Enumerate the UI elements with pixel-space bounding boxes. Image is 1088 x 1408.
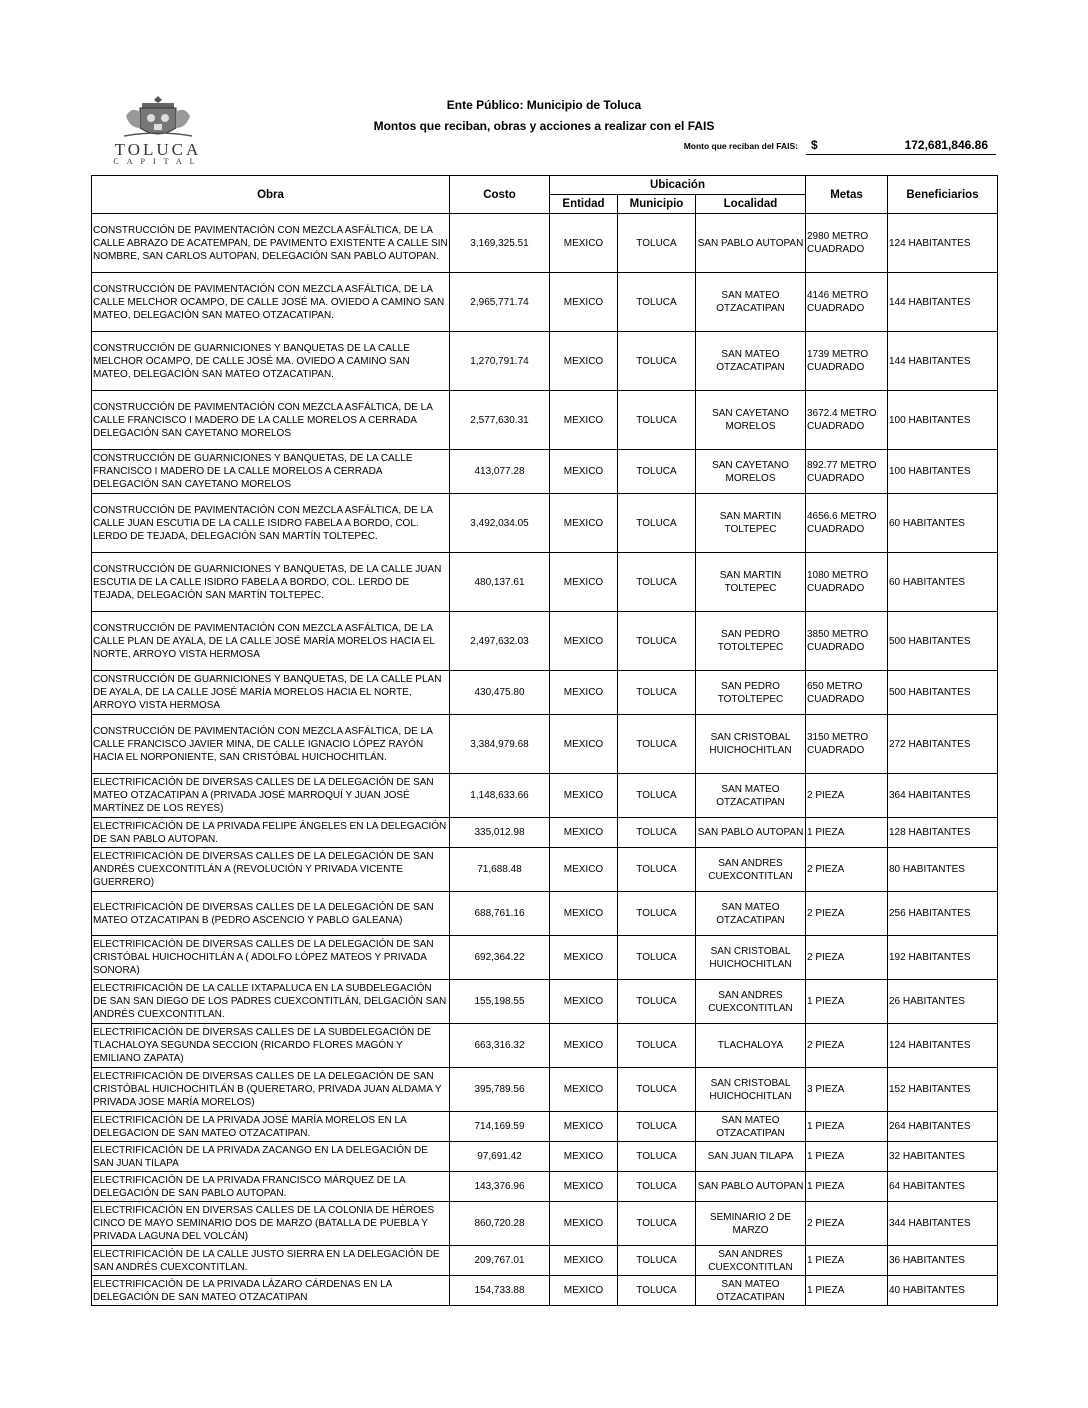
beneficiarios-cell: 264 HABITANTES bbox=[888, 1112, 998, 1142]
fais-amount-label: Monto que reciban del FAIS: bbox=[683, 141, 798, 151]
table-row bbox=[92, 494, 998, 553]
metas-cell: 2 PIEZA bbox=[806, 1024, 888, 1068]
localidad-cell: SEMINARIO 2 DE MARZO bbox=[696, 1202, 806, 1246]
localidad-cell: SAN PEDRO TOTOLTEPEC bbox=[696, 671, 806, 715]
beneficiarios-cell: 100 HABITANTES bbox=[888, 450, 998, 494]
table-row bbox=[92, 273, 998, 332]
costo-cell: 1,270,791.74 bbox=[450, 332, 550, 391]
metas-cell: 1 PIEZA bbox=[806, 1246, 888, 1276]
localidad-cell: SAN JUAN TILAPA bbox=[696, 1142, 806, 1172]
localidad-cell: SAN PABLO AUTOPAN bbox=[696, 214, 806, 273]
obra-cell: ELECTRIFICACIÓN DE LA PRIVADA FRANCISCO MÁRQUEZ DE LA DELEGACIÓN DE SAN PABLO AUTOPAN. bbox=[92, 1172, 450, 1202]
costo-cell: 714,169.59 bbox=[450, 1112, 550, 1142]
costo-cell: 663,316.32 bbox=[450, 1024, 550, 1068]
table-row bbox=[92, 214, 998, 273]
beneficiarios-cell: 256 HABITANTES bbox=[888, 892, 998, 936]
beneficiarios-cell: 344 HABITANTES bbox=[888, 1202, 998, 1246]
costo-cell: 71,688.48 bbox=[450, 848, 550, 892]
entidad-cell: MEXICO bbox=[550, 671, 618, 715]
entidad-cell: MEXICO bbox=[550, 1172, 618, 1202]
localidad-cell: SAN CAYETANO MORELOS bbox=[696, 450, 806, 494]
table-row bbox=[92, 774, 998, 818]
table-row bbox=[92, 1112, 998, 1142]
localidad-cell: SAN PABLO AUTOPAN bbox=[696, 1172, 806, 1202]
metas-cell: 2 PIEZA bbox=[806, 892, 888, 936]
municipio-cell: TOLUCA bbox=[618, 494, 696, 553]
municipio-cell: TOLUCA bbox=[618, 612, 696, 671]
beneficiarios-cell: 124 HABITANTES bbox=[888, 214, 998, 273]
costo-cell: 395,789.56 bbox=[450, 1068, 550, 1112]
entidad-cell: MEXICO bbox=[550, 332, 618, 391]
entidad-cell: MEXICO bbox=[550, 848, 618, 892]
localidad-cell: SAN CRISTOBAL HUICHOCHITLAN bbox=[696, 1068, 806, 1112]
entidad-cell: MEXICO bbox=[550, 612, 618, 671]
obra-cell: ELECTRIFICACIÓN DE LA CALLE IXTAPALUCA EN LA SUBDELEGACIÓN DE SAN SAN DIEGO DE LOS PADRES CUEXCONTITLÁN, DELGACIÓN SAN ANDRÉS CUEXCONTITLAN. bbox=[92, 980, 450, 1024]
costo-cell: 688,761.16 bbox=[450, 892, 550, 936]
obra-cell: CONSTRUCCIÓN DE GUARNICIONES Y BANQUETAS, DE LA CALLE JUAN ESCUTIA DE LA CALLE ISIDRO FABELA A BORDO, COL. LERDO DE TEJADA, DELEGACIÓN SAN MARTÍN TOLTEPEC. bbox=[92, 553, 450, 612]
municipio-cell: TOLUCA bbox=[618, 774, 696, 818]
beneficiarios-cell: 272 HABITANTES bbox=[888, 715, 998, 774]
entidad-cell: MEXICO bbox=[550, 1202, 618, 1246]
entidad-cell: MEXICO bbox=[550, 1068, 618, 1112]
municipio-cell: TOLUCA bbox=[618, 1276, 696, 1306]
metas-cell: 4146 METRO CUADRADO bbox=[806, 273, 888, 332]
municipio-cell: TOLUCA bbox=[618, 671, 696, 715]
municipio-cell: TOLUCA bbox=[618, 892, 696, 936]
localidad-cell: SAN MATEO OTZACATIPAN bbox=[696, 892, 806, 936]
obra-cell: CONSTRUCCIÓN DE GUARNICIONES Y BANQUETAS, DE LA CALLE PLAN DE AYALA, DE LA CALLE JOSÉ MARÍA MORELOS HACIA EL NORTE, ARROYO VISTA HERMOSA bbox=[92, 671, 450, 715]
obra-cell: CONSTRUCCIÓN DE PAVIMENTACIÓN CON MEZCLA ASFÁLTICA, DE LA CALLE MELCHOR OCAMPO, DE CALLE JOSÉ MA. OVIEDO A CAMINO SAN MATEO, DELEGACIÓN SAN MATEO OTZACATIPAN. bbox=[92, 273, 450, 332]
logo-tagline: CAPITAL bbox=[113, 157, 203, 166]
costo-cell: 2,497,632.03 bbox=[450, 612, 550, 671]
beneficiarios-cell: 128 HABITANTES bbox=[888, 818, 998, 848]
metas-cell: 892.77 METRO CUADRADO bbox=[806, 450, 888, 494]
col-header-metas: Metas bbox=[806, 176, 888, 214]
obra-cell: ELECTRIFICACIÓN DE DIVERSAS CALLES DE LA DELEGACIÓN DE SAN CRISTÓBAL HUICHOCHITLÁN A ( ADOLFO LÓPEZ MATEOS Y PRIVADA SONORA) bbox=[92, 936, 450, 980]
municipio-cell: TOLUCA bbox=[618, 391, 696, 450]
obra-cell: CONSTRUCCIÓN DE PAVIMENTACIÓN CON MEZCLA ASFÁLTICA, DE LA CALLE ABRAZO DE ACATEMPAN, DE PAVIMENTO EXISTENTE A CALLE SIN NOMBRE, SAN CARLOS AUTOPAN, DELEGACIÓN SAN PABLO AUTOPAN. bbox=[92, 214, 450, 273]
localidad-cell: SAN ANDRES CUEXCONTITLAN bbox=[696, 980, 806, 1024]
municipio-cell: TOLUCA bbox=[618, 553, 696, 612]
table-body bbox=[92, 214, 998, 1306]
metas-cell: 2 PIEZA bbox=[806, 936, 888, 980]
costo-cell: 692,364.22 bbox=[450, 936, 550, 980]
obra-cell: ELECTRIFICACIÓN EN DIVERSAS CALLES DE LA COLONIA DE HÉROES CINCO DE MAYO SEMINARIO DOS DE MARZO (BATALLA DE PUEBLA Y PRIVADA LAGUNA DEL VOLCÁN) bbox=[92, 1202, 450, 1246]
municipio-cell: TOLUCA bbox=[618, 1112, 696, 1142]
localidad-cell: SAN ANDRES CUEXCONTITLAN bbox=[696, 848, 806, 892]
metas-cell: 2 PIEZA bbox=[806, 1202, 888, 1246]
localidad-cell: SAN CRISTOBAL HUICHOCHITLAN bbox=[696, 936, 806, 980]
obra-cell: CONSTRUCCIÓN DE PAVIMENTACIÓN CON MEZCLA ASFÁLTICA, DE LA CALLE JUAN ESCUTIA DE LA CALLE ISIDRO FABELA A BORDO, COL. LERDO DE TEJADA, DELEGACIÓN SAN MARTÍN TOLTEPEC. bbox=[92, 494, 450, 553]
costo-cell: 3,492,034.05 bbox=[450, 494, 550, 553]
municipio-cell: TOLUCA bbox=[618, 332, 696, 391]
obras-table bbox=[91, 175, 998, 1306]
localidad-cell: SAN MATEO OTZACATIPAN bbox=[696, 1112, 806, 1142]
fais-amount-box bbox=[806, 137, 996, 155]
entidad-cell: MEXICO bbox=[550, 1246, 618, 1276]
costo-cell: 480,137.61 bbox=[450, 553, 550, 612]
col-header-entidad: Entidad bbox=[550, 195, 618, 214]
beneficiarios-cell: 144 HABITANTES bbox=[888, 273, 998, 332]
table-row bbox=[92, 1276, 998, 1306]
costo-cell: 209,767.01 bbox=[450, 1246, 550, 1276]
costo-cell: 2,965,771.74 bbox=[450, 273, 550, 332]
localidad-cell: SAN PEDRO TOTOLTEPEC bbox=[696, 612, 806, 671]
metas-cell: 2980 METRO CUADRADO bbox=[806, 214, 888, 273]
col-header-ubicacion: Ubicación bbox=[550, 176, 806, 195]
obra-cell: CONSTRUCCIÓN DE PAVIMENTACIÓN CON MEZCLA ASFÁLTICA, DE LA CALLE FRANCISCO I MADERO DE LA CALLE MORELOS A CERRADA DELEGACIÓN SAN CAYETANO MORELOS bbox=[92, 391, 450, 450]
table-row bbox=[92, 936, 998, 980]
municipio-cell: TOLUCA bbox=[618, 1246, 696, 1276]
municipio-cell: TOLUCA bbox=[618, 1024, 696, 1068]
localidad-cell: SAN ANDRES CUEXCONTITLAN bbox=[696, 1246, 806, 1276]
col-header-localidad: Localidad bbox=[696, 195, 806, 214]
entidad-cell: MEXICO bbox=[550, 391, 618, 450]
entidad-cell: MEXICO bbox=[550, 936, 618, 980]
table-row bbox=[92, 1068, 998, 1112]
entidad-cell: MEXICO bbox=[550, 892, 618, 936]
table-row bbox=[92, 450, 998, 494]
table-row bbox=[92, 1172, 998, 1202]
costo-cell: 3,384,979.68 bbox=[450, 715, 550, 774]
localidad-cell: SAN MARTIN TOLTEPEC bbox=[696, 494, 806, 553]
table-row bbox=[92, 612, 998, 671]
obra-cell: ELECTRIFICACIÓN DE LA PRIVADA JOSÉ MARÍA MORELOS EN LA DELEGACION DE SAN MATEO OTZACATIPAN. bbox=[92, 1112, 450, 1142]
municipio-cell: TOLUCA bbox=[618, 1068, 696, 1112]
metas-cell: 2 PIEZA bbox=[806, 848, 888, 892]
costo-cell: 3,169,325.51 bbox=[450, 214, 550, 273]
localidad-cell: SAN PABLO AUTOPAN bbox=[696, 818, 806, 848]
beneficiarios-cell: 32 HABITANTES bbox=[888, 1142, 998, 1172]
metas-cell: 1 PIEZA bbox=[806, 980, 888, 1024]
entidad-cell: MEXICO bbox=[550, 715, 618, 774]
costo-cell: 335,012.98 bbox=[450, 818, 550, 848]
beneficiarios-cell: 500 HABITANTES bbox=[888, 612, 998, 671]
beneficiarios-cell: 64 HABITANTES bbox=[888, 1172, 998, 1202]
beneficiarios-cell: 60 HABITANTES bbox=[888, 553, 998, 612]
table-row bbox=[92, 553, 998, 612]
obra-cell: CONSTRUCCIÓN DE PAVIMENTACIÓN CON MEZCLA ASFÁLTICA, DE LA CALLE FRANCISCO JAVIER MINA, DE CALLE IGNACIO LÓPEZ RAYÓN HACIA EL NORPONIENTE, SAN CRISTÓBAL HUICHOCHITLÁN. bbox=[92, 715, 450, 774]
obra-cell: ELECTRIFICACIÓN DE DIVERSAS CALLES DE LA SUBDELEGACIÓN DE TLACHALOYA SEGUNDA SECCION (RICARDO FLORES MAGÓN Y EMILIANO ZAPATA) bbox=[92, 1024, 450, 1068]
municipio-cell: TOLUCA bbox=[618, 818, 696, 848]
costo-cell: 143,376.96 bbox=[450, 1172, 550, 1202]
municipio-cell: TOLUCA bbox=[618, 715, 696, 774]
metas-cell: 3150 METRO CUADRADO bbox=[806, 715, 888, 774]
table-row bbox=[92, 671, 998, 715]
fais-amount-value: 172,681,846.86 bbox=[904, 138, 988, 152]
entidad-cell: MEXICO bbox=[550, 980, 618, 1024]
beneficiarios-cell: 36 HABITANTES bbox=[888, 1246, 998, 1276]
obra-cell: ELECTRIFICACIÓN DE LA CALLE JUSTO SIERRA EN LA DELEGACIÓN DE SAN ANDRÉS CUEXCONTITLAN. bbox=[92, 1246, 450, 1276]
currency-symbol: $ bbox=[811, 138, 818, 152]
entidad-cell: MEXICO bbox=[550, 1112, 618, 1142]
obra-cell: ELECTRIFICACIÓN DE LA PRIVADA FELIPE ÁNGELES EN LA DELEGACIÓN DE SAN PABLO AUTOPAN. bbox=[92, 818, 450, 848]
metas-cell: 4656.6 METRO CUADRADO bbox=[806, 494, 888, 553]
beneficiarios-cell: 192 HABITANTES bbox=[888, 936, 998, 980]
municipio-cell: TOLUCA bbox=[618, 848, 696, 892]
table-row bbox=[92, 818, 998, 848]
entidad-cell: MEXICO bbox=[550, 494, 618, 553]
entidad-cell: MEXICO bbox=[550, 1024, 618, 1068]
localidad-cell: SAN MATEO OTZACATIPAN bbox=[696, 332, 806, 391]
table-row bbox=[92, 980, 998, 1024]
obra-cell: ELECTRIFICACIÓN DE DIVERSAS CALLES DE LA DELEGACIÓN DE SAN ANDRÉS CUEXCONTITLÁN A (REVOLUCIÓN Y PRIVADA VICENTE GUERRERO) bbox=[92, 848, 450, 892]
beneficiarios-cell: 152 HABITANTES bbox=[888, 1068, 998, 1112]
localidad-cell: SAN CAYETANO MORELOS bbox=[696, 391, 806, 450]
beneficiarios-cell: 26 HABITANTES bbox=[888, 980, 998, 1024]
col-header-costo: Costo bbox=[450, 176, 550, 214]
localidad-cell: SAN MATEO OTZACATIPAN bbox=[696, 1276, 806, 1306]
entidad-cell: MEXICO bbox=[550, 774, 618, 818]
metas-cell: 1 PIEZA bbox=[806, 1142, 888, 1172]
col-header-beneficiarios: Beneficiarios bbox=[888, 176, 998, 214]
page-subtitle: Montos que reciban, obras y acciones a realizar con el FAIS bbox=[373, 119, 715, 133]
metas-cell: 1 PIEZA bbox=[806, 818, 888, 848]
entidad-cell: MEXICO bbox=[550, 273, 618, 332]
localidad-cell: SAN MATEO OTZACATIPAN bbox=[696, 774, 806, 818]
obra-cell: CONSTRUCCIÓN DE GUARNICIONES Y BANQUETAS DE LA CALLE MELCHOR OCAMPO, DE CALLE JOSÉ MA. OVIEDO A CAMINO SAN MATEO, DELEGACIÓN SAN MATEO OTZACATIPAN. bbox=[92, 332, 450, 391]
beneficiarios-cell: 500 HABITANTES bbox=[888, 671, 998, 715]
entidad-cell: MEXICO bbox=[550, 818, 618, 848]
entidad-cell: MEXICO bbox=[550, 214, 618, 273]
table-row bbox=[92, 391, 998, 450]
municipio-cell: TOLUCA bbox=[618, 1172, 696, 1202]
table-row bbox=[92, 1142, 998, 1172]
obra-cell: ELECTRIFICACIÓN DE LA PRIVADA ZACANGO EN LA DELEGACIÓN DE SAN JUAN TILAPA bbox=[92, 1142, 450, 1172]
metas-cell: 650 METRO CUADRADO bbox=[806, 671, 888, 715]
obra-cell: CONSTRUCCIÓN DE GUARNICIONES Y BANQUETAS, DE LA CALLE FRANCISCO I MADERO DE LA CALLE MORELOS A CERRADA DELEGACIÓN SAN CAYETANO MORELOS bbox=[92, 450, 450, 494]
beneficiarios-cell: 364 HABITANTES bbox=[888, 774, 998, 818]
table-row bbox=[92, 892, 998, 936]
table-header bbox=[92, 176, 998, 214]
costo-cell: 413,077.28 bbox=[450, 450, 550, 494]
entidad-cell: MEXICO bbox=[550, 450, 618, 494]
costo-cell: 154,733.88 bbox=[450, 1276, 550, 1306]
municipio-cell: TOLUCA bbox=[618, 1142, 696, 1172]
entidad-cell: MEXICO bbox=[550, 1276, 618, 1306]
metas-cell: 1 PIEZA bbox=[806, 1276, 888, 1306]
table-row bbox=[92, 1246, 998, 1276]
entidad-cell: MEXICO bbox=[550, 1142, 618, 1172]
col-header-municipio: Municipio bbox=[618, 195, 696, 214]
metas-cell: 3 PIEZA bbox=[806, 1068, 888, 1112]
metas-cell: 3672.4 METRO CUADRADO bbox=[806, 391, 888, 450]
metas-cell: 1080 METRO CUADRADO bbox=[806, 553, 888, 612]
obra-cell: ELECTRIFICACIÓN DE DIVERSAS CALLES DE LA DELEGACIÓN DE SAN CRISTÓBAL HUICHOCHITLÁN B (QUERETARO, PRIVADA JUAN ALDAMA Y PRIVADA JOSE MARÍA MORELOS) bbox=[92, 1068, 450, 1112]
costo-cell: 2,577,630.31 bbox=[450, 391, 550, 450]
metas-cell: 2 PIEZA bbox=[806, 774, 888, 818]
costo-cell: 1,148,633.66 bbox=[450, 774, 550, 818]
municipio-cell: TOLUCA bbox=[618, 214, 696, 273]
metas-cell: 1 PIEZA bbox=[806, 1172, 888, 1202]
costo-cell: 97,691.42 bbox=[450, 1142, 550, 1172]
localidad-cell: SAN MARTIN TOLTEPEC bbox=[696, 553, 806, 612]
costo-cell: 430,475.80 bbox=[450, 671, 550, 715]
beneficiarios-cell: 124 HABITANTES bbox=[888, 1024, 998, 1068]
obra-cell: CONSTRUCCIÓN DE PAVIMENTACIÓN CON MEZCLA ASFÁLTICA, DE LA CALLE PLAN DE AYALA, DE LA CALLE JOSÉ MARÍA MORELOS HACIA EL NORTE, ARROYO VISTA HERMOSA bbox=[92, 612, 450, 671]
localidad-cell: TLACHALOYA bbox=[696, 1024, 806, 1068]
localidad-cell: SAN MATEO OTZACATIPAN bbox=[696, 273, 806, 332]
beneficiarios-cell: 144 HABITANTES bbox=[888, 332, 998, 391]
obra-cell: ELECTRIFICACIÓN DE DIVERSAS CALLES DE LA DELEGACIÓN DE SAN MATEO OTZACATIPAN A (PRIVADA JOSÉ MARROQUÍ Y JUAN JOSÉ MARTÍNEZ DE LOS REYES) bbox=[92, 774, 450, 818]
obra-cell: ELECTRIFICACIÓN DE DIVERSAS CALLES DE LA DELEGACIÓN DE SAN MATEO OTZACATIPAN B (PEDRO ASCENCIO Y PABLO GALEANA) bbox=[92, 892, 450, 936]
municipio-cell: TOLUCA bbox=[618, 1202, 696, 1246]
col-header-obra: Obra bbox=[92, 176, 450, 214]
entidad-cell: MEXICO bbox=[550, 553, 618, 612]
logo-wordmark: TOLUCA bbox=[114, 140, 202, 159]
municipio-cell: TOLUCA bbox=[618, 980, 696, 1024]
metas-cell: 1739 METRO CUADRADO bbox=[806, 332, 888, 391]
page-title: Ente Público: Municipio de Toluca bbox=[446, 98, 642, 112]
table-row bbox=[92, 332, 998, 391]
table-row bbox=[92, 848, 998, 892]
table-row bbox=[92, 715, 998, 774]
municipio-cell: TOLUCA bbox=[618, 936, 696, 980]
beneficiarios-cell: 80 HABITANTES bbox=[888, 848, 998, 892]
metas-cell: 3850 METRO CUADRADO bbox=[806, 612, 888, 671]
localidad-cell: SAN CRISTOBAL HUICHOCHITLAN bbox=[696, 715, 806, 774]
table-row bbox=[92, 1024, 998, 1068]
beneficiarios-cell: 100 HABITANTES bbox=[888, 391, 998, 450]
costo-cell: 860,720.28 bbox=[450, 1202, 550, 1246]
beneficiarios-cell: 40 HABITANTES bbox=[888, 1276, 998, 1306]
municipio-cell: TOLUCA bbox=[618, 273, 696, 332]
costo-cell: 155,198.55 bbox=[450, 980, 550, 1024]
table-row bbox=[92, 1202, 998, 1246]
municipio-cell: TOLUCA bbox=[618, 450, 696, 494]
beneficiarios-cell: 60 HABITANTES bbox=[888, 494, 998, 553]
metas-cell: 1 PIEZA bbox=[806, 1112, 888, 1142]
obra-cell: ELECTRIFICACIÓN DE LA PRIVADA LÁZARO CÁRDENAS EN LA DELEGACIÓN DE SAN MATEO OTZACATIPAN bbox=[92, 1276, 450, 1306]
